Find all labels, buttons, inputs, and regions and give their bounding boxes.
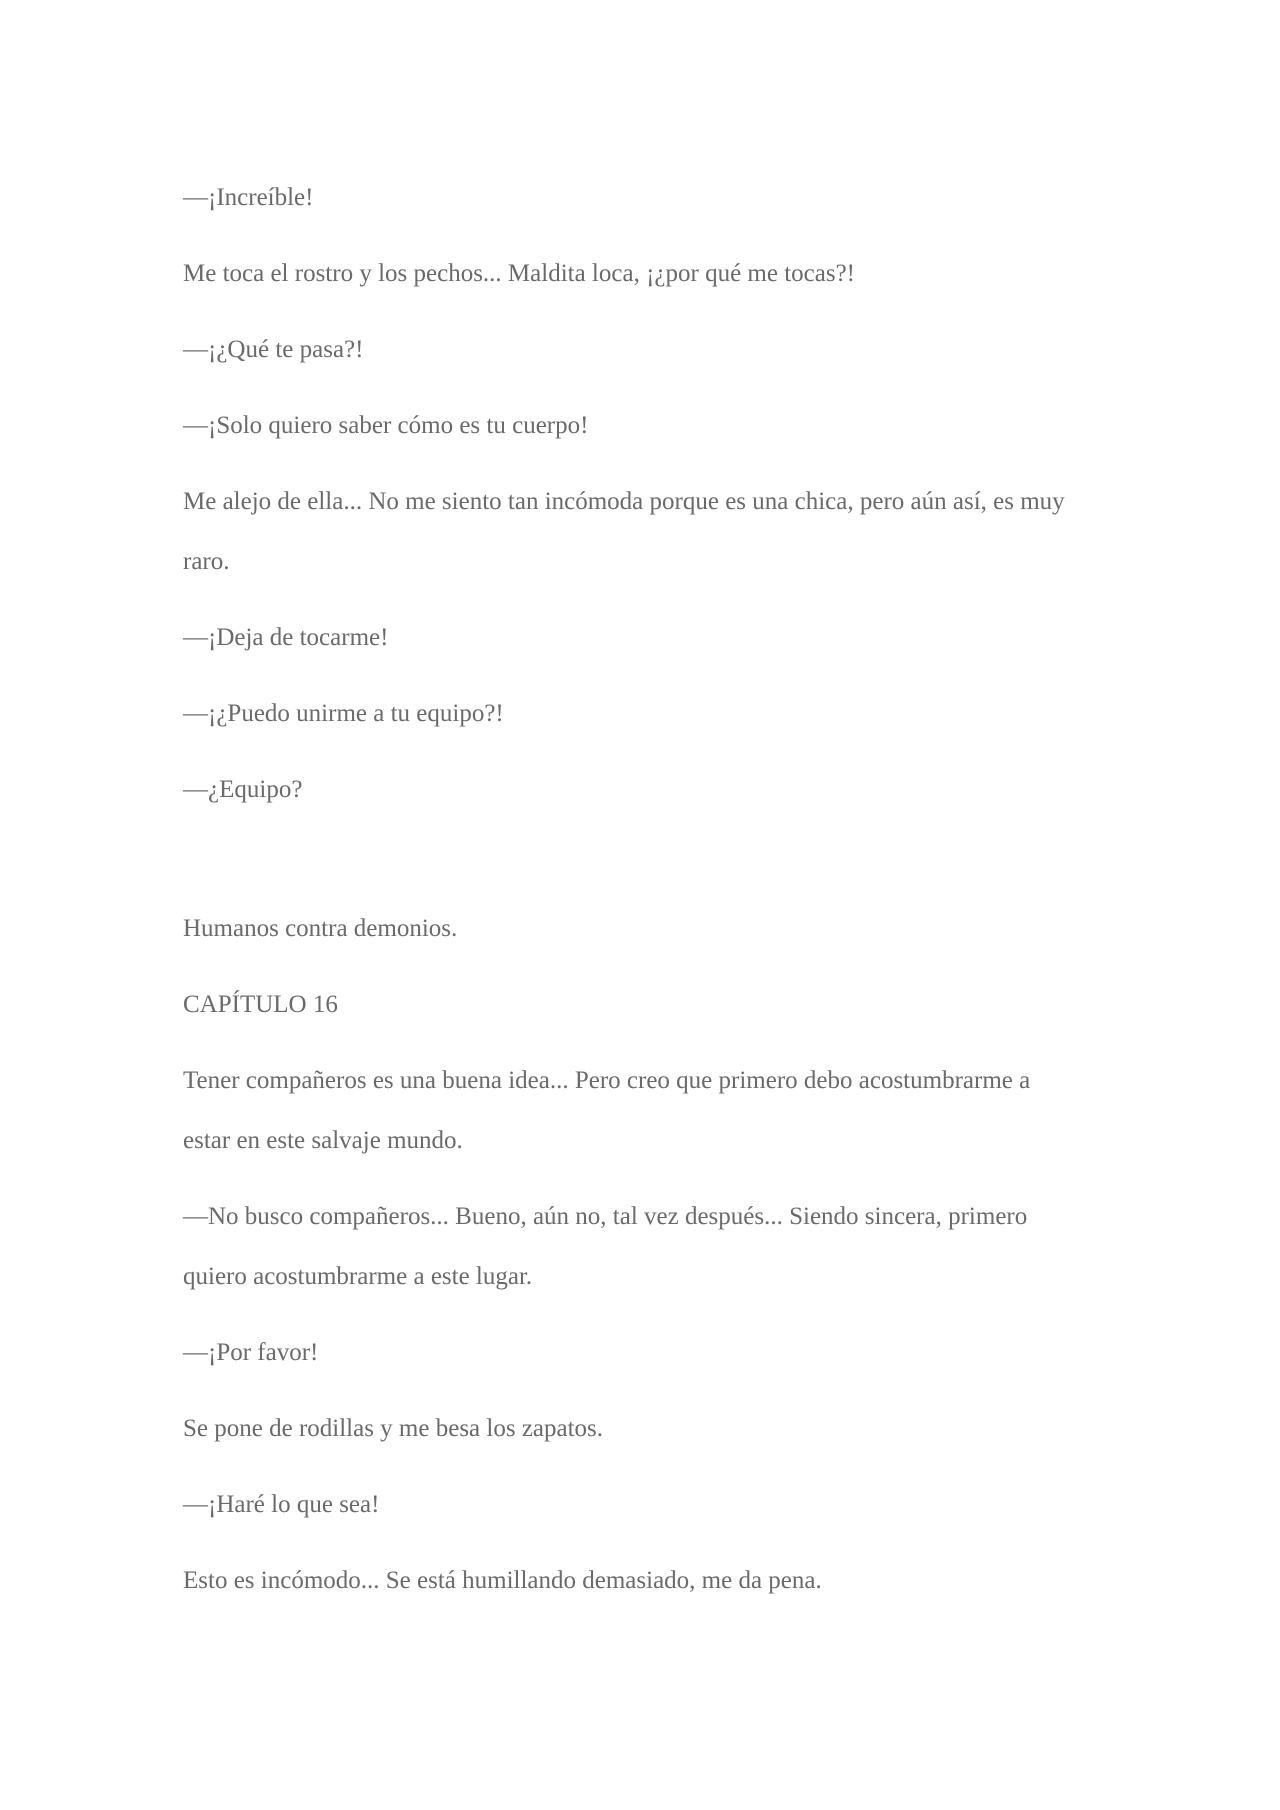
paragraph-line: —¡¿Puedo unirme a tu equipo?! bbox=[183, 700, 504, 727]
paragraph-line: —¿Equipo? bbox=[183, 776, 303, 803]
paragraph-line: —¡Increíble! bbox=[183, 184, 314, 211]
paragraph-line: —¡¿Qué te pasa?! bbox=[183, 336, 364, 363]
paragraph-line: raro. bbox=[183, 548, 230, 575]
paragraph-line: —¡Haré lo que sea! bbox=[183, 1491, 380, 1518]
paragraph-line: Tener compañeros es una buena idea... Pero creo que primero debo acostumbrarme a bbox=[183, 1067, 1031, 1094]
paragraph-line: quiero acostumbrarme a este lugar. bbox=[183, 1263, 533, 1290]
chapter-heading: CAPÍTULO 16 bbox=[183, 991, 338, 1018]
paragraph-line: —¡Solo quiero saber cómo es tu cuerpo! bbox=[183, 412, 589, 439]
paragraph-line: —¡Por favor! bbox=[183, 1339, 319, 1366]
paragraph-line: —No busco compañeros... Bueno, aún no, tal vez después... Siendo sincera, primero bbox=[183, 1203, 1028, 1230]
paragraph-line: Me toca el rostro y los pechos... Maldita loca, ¡¿por qué me tocas?! bbox=[183, 260, 855, 287]
paragraph-line: Me alejo de ella... No me siento tan incómoda porque es una chica, pero aún así, es muy bbox=[183, 488, 1065, 515]
paragraph-line: Humanos contra demonios. bbox=[183, 915, 458, 942]
paragraph-line: Esto es incómodo... Se está humillando demasiado, me da pena. bbox=[183, 1567, 822, 1594]
paragraph-line: Se pone de rodillas y me besa los zapatos. bbox=[183, 1415, 604, 1442]
paragraph-line: —¡Deja de tocarme! bbox=[183, 624, 389, 651]
paragraph-line: estar en este salvaje mundo. bbox=[183, 1127, 463, 1154]
